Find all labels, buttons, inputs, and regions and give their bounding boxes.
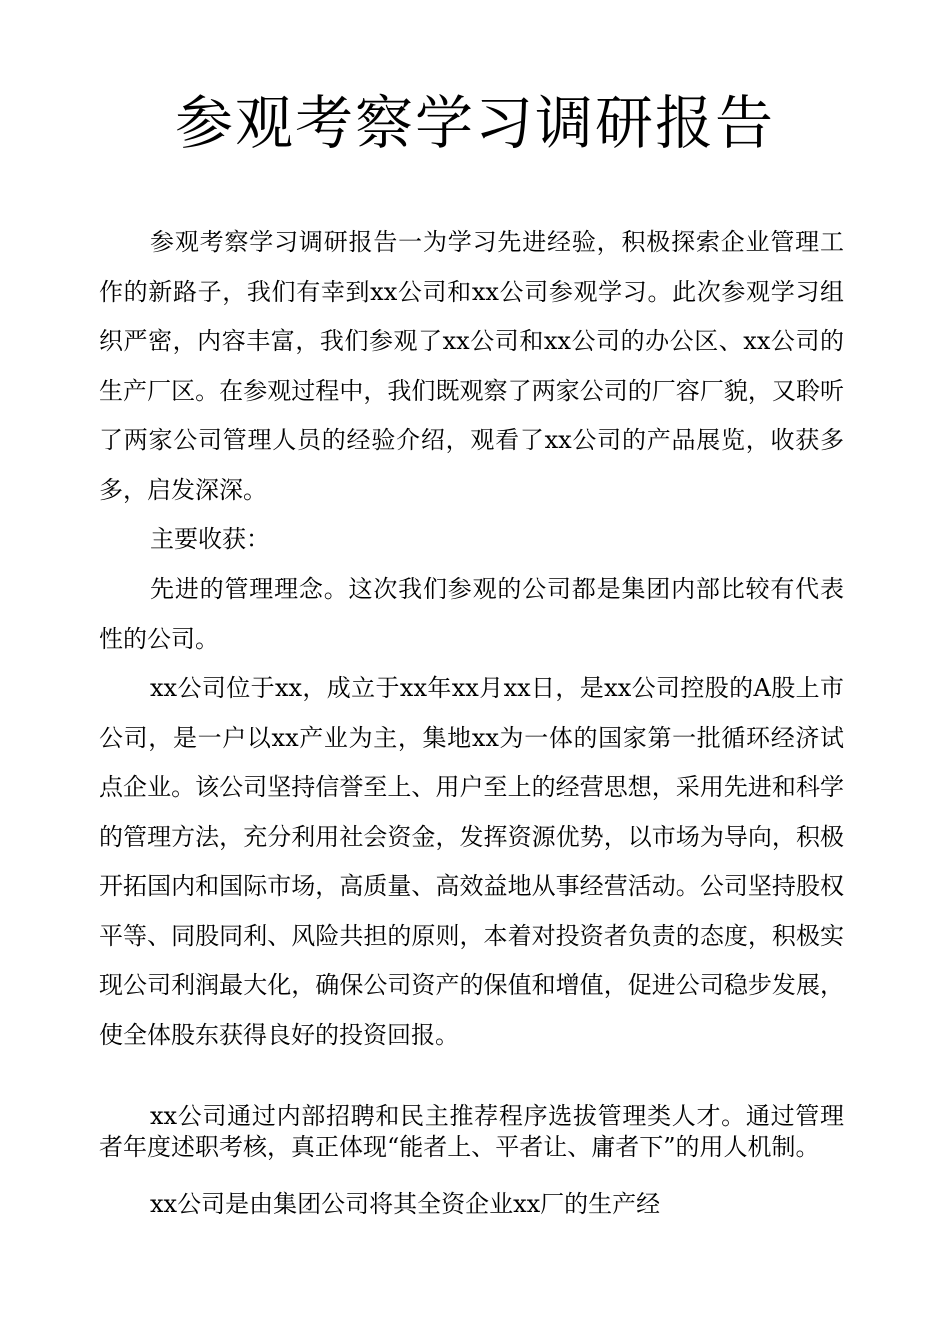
paragraph-main-gains-heading: 主要收获： (150, 525, 270, 553)
paragraph-intro: 参观考察学习调研报告一为学习先进经验，积极探索企业管理工作的新路子，我们有幸到xx公司和xx公司参观学习。此次参观学习组织严密，内容丰富，我们参观了xx公司和xx公司的办公区、xx公司的生产厂区。在参观过程中，我们既观察了两家公司的厂容厂貌，又聆听了两家公司管理人员的经验介绍，观看了xx公司的产品展览，收获多多，启发深深。 (99, 228, 844, 504)
paragraph-company-profile: xx公司位于xx，成立于xx年xx月xx日，是xx公司控股的A股上市公司，是一户以xx产业为主，集地xx为一体的国家第一批循环经济试点企业。该公司坚持信誉至上、用户至上的经营思想，采用先进和科学的管理方法，充分利用社会资金，发挥资源优势，以市场为导向，积极开拓国内和国际市场，高质量、高效益地从事经营活动。公司坚持股权平等、同股同利、风险共担的原则，本着对投资者负责的态度，积极实现公司利润最大化，确保公司资产的保值和增值，促进公司稳步发展，使全体股东获得良好的投资回报。 (99, 674, 844, 1049)
document-title: 参观考察学习调研报告 (174, 89, 775, 157)
paragraph-company-origin: xx公司是由集团公司将其全资企业xx厂的生产经 (150, 1190, 661, 1218)
paragraph-talent-selection: xx公司通过内部招聘和民主推荐程序选拔管理类人才。通过管理者年度述职考核，真正体现“能者上、平者让、庸者下”的用人机制。 (99, 1102, 844, 1161)
paragraph-management-concept: 先进的管理理念。这次我们参观的公司都是集团内部比较有代表性的公司。 (99, 575, 844, 653)
